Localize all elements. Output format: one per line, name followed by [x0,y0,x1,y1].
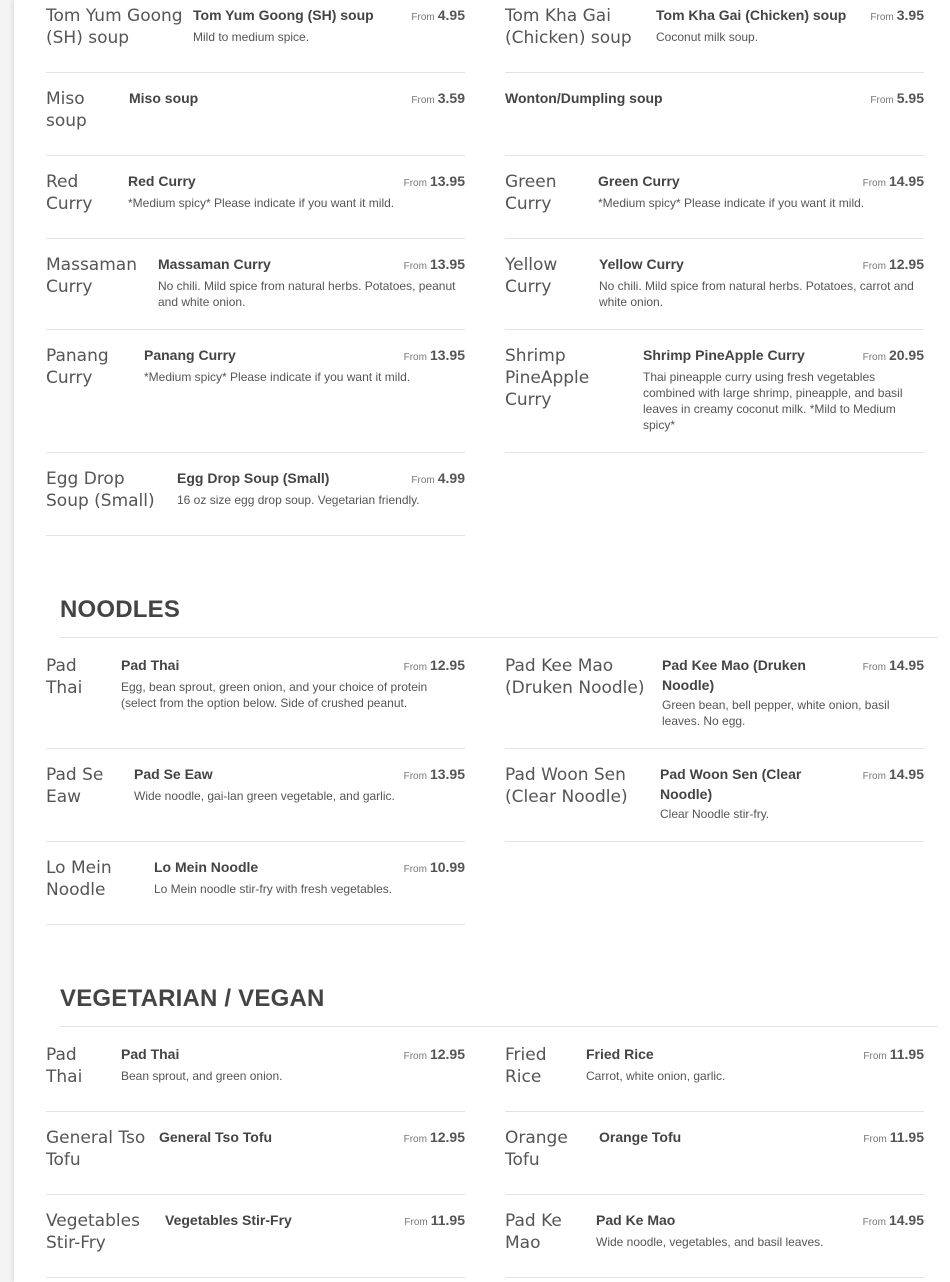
price-from-label: From [403,1134,427,1145]
price-amount: 11.95 [889,1129,924,1145]
section-title-vegetarian: VEGETARIAN / VEGAN [60,985,325,1012]
menu-item-wonton-dumpling-soup[interactable] [505,88,924,156]
menu-item-description: *Medium spicy* Please indicate if you want it mild. [128,196,395,210]
price-from-label: From [403,771,427,782]
menu-item-image[interactable]: General Tso Tofu [46,1128,146,1170]
price-from-label: From [863,1051,887,1062]
price-amount: 13.95 [429,347,465,363]
menu-item-red-curry[interactable] [46,171,465,239]
menu-item-fried-rice[interactable] [505,1044,924,1112]
menu-item-pad-ke-mao[interactable] [505,1210,924,1278]
menu-item-image[interactable]: Pad Woon Sen (Clear Noodle) [505,765,628,807]
menu-item-image[interactable]: Fried Rice [505,1045,547,1087]
menu-item-name[interactable]: Massaman Curry [158,256,271,272]
menu-item-name[interactable]: Red Curry [128,173,196,189]
menu-item-price [404,1210,465,1233]
price-from-label: From [403,352,427,363]
menu-item-pad-se-eaw[interactable] [46,764,465,842]
menu-item-description: *Medium spicy* Please indicate if you want it mild. [598,196,865,210]
menu-item-name[interactable]: Fried Rice [586,1046,654,1062]
menu-item-name[interactable]: Pad Thai [121,657,180,673]
menu-item-price [870,5,924,28]
menu-item-description: 16 oz size egg drop soup. Vegetarian friendly. [177,493,420,507]
section-divider-noodles [60,637,938,638]
price-amount: 5.95 [896,90,924,106]
menu-item-massaman-curry[interactable] [46,254,465,330]
menu-item-price [870,88,924,111]
menu-item-price [863,764,924,787]
menu-item-name[interactable]: Lo Mein Noodle [154,859,259,875]
price-from-label: From [862,178,886,189]
menu-item-name[interactable]: Pad Ke Mao [596,1212,676,1228]
menu-item-name[interactable]: Pad Woon Sen (Clear Noodle) [660,766,802,802]
menu-item-description: Green bean, bell pepper, white onion, basil leaves. No egg. [662,698,890,728]
price-amount: 14.95 [888,1212,924,1228]
menu-item-image[interactable]: Vegetables Stir-Fry [46,1211,140,1253]
menu-item-name[interactable]: Tom Kha Gai (Chicken) soup [656,7,847,23]
menu-item-price [411,88,465,111]
menu-item-price [404,345,465,368]
price-from-label: From [862,261,886,272]
menu-item-price [411,5,465,28]
menu-item-lo-mein-noodle[interactable] [46,857,465,925]
menu-item-name[interactable]: Shrimp PineApple Curry [643,347,805,363]
price-amount: 20.95 [888,347,924,363]
menu-item-image[interactable]: Tom Yum Goong (SH) soup [46,6,183,48]
menu-item-price [863,1044,924,1067]
menu-page [14,0,950,1282]
menu-item-description: Coconut milk soup. [656,30,759,44]
price-amount: 13.95 [429,256,465,272]
menu-item-green-curry[interactable] [505,171,924,239]
menu-item-description: Clear Noodle stir-fry. [660,807,770,821]
menu-item-panang-curry[interactable] [46,345,465,453]
price-from-label: From [870,95,894,106]
price-from-label: From [411,95,435,106]
menu-item-image[interactable]: Egg Drop Soup (Small) [46,469,155,511]
menu-item-miso-soup[interactable] [46,88,465,156]
menu-item-image[interactable]: Shrimp PineApple Curry [505,346,590,410]
menu-item-image[interactable]: Green Curry [505,172,557,214]
menu-item-name[interactable]: Pad Kee Mao (Druken Noodle) [662,657,806,693]
menu-item-description: Lo Mein noodle stir-fry with fresh vegetables. [154,882,393,896]
price-from-label: From [862,1217,886,1228]
menu-item-description: No chili. Mild spice from natural herbs. Potatoes, carrot and white onion. [599,279,914,309]
menu-item-general-tso-tofu[interactable] [46,1127,465,1195]
menu-item-name[interactable]: Vegetables Stir-Fry [165,1212,292,1228]
menu-item-image[interactable]: Pad Thai [46,1045,83,1087]
menu-item-price [863,1210,924,1233]
menu-item-description: Wide noodle, gai-lan green vegetable, and garlic. [134,789,395,803]
menu-item-image[interactable]: Pad Kee Mao (Druken Noodle) [505,656,645,698]
menu-item-name[interactable]: Tom Yum Goong (SH) soup [193,7,374,23]
price-from-label: From [403,261,427,272]
price-from-label: From [862,771,886,782]
menu-item-image[interactable]: Lo Mein Noodle [46,858,112,900]
menu-item-price [404,857,465,880]
price-from-label: From [403,178,427,189]
menu-item-description: Mild to medium spice. [193,30,310,44]
menu-item-tom-kha-gai-chicken-soup[interactable] [505,5,924,73]
price-amount: 12.95 [888,256,924,272]
menu-item-name[interactable]: Green Curry [598,173,680,189]
price-from-label: From [863,1134,887,1145]
price-amount: 3.59 [437,90,465,106]
price-from-label: From [870,12,894,23]
menu-item-image[interactable]: Miso soup [46,89,87,131]
menu-item-price [863,254,924,277]
price-from-label: From [862,352,886,363]
menu-item-price [863,1127,924,1150]
menu-item-price [411,468,465,491]
price-amount: 11.95 [430,1212,465,1228]
menu-item-egg-drop-soup-small[interactable] [46,468,465,536]
menu-item-tom-yum-goong-sh-soup[interactable] [46,5,465,73]
price-amount: 13.95 [429,766,465,782]
menu-item-name[interactable]: General Tso Tofu [159,1129,273,1145]
menu-item-image[interactable]: Pad Thai [46,656,83,698]
price-amount: 12.95 [429,1046,465,1062]
menu-item-image[interactable]: Massaman Curry [46,255,137,297]
price-from-label: From [403,662,427,673]
price-amount: 3.95 [896,7,924,23]
menu-item-description: No chili. Mild spice from natural herbs. Potatoes, peanut and white onion. [158,279,456,309]
menu-item-image[interactable]: Red Curry [46,172,93,214]
menu-item-yellow-curry[interactable] [505,254,924,330]
menu-item-name[interactable]: Pad Thai [121,1046,180,1062]
price-amount: 14.95 [888,173,924,189]
price-amount: 14.95 [888,766,924,782]
menu-item-description: *Medium spicy* Please indicate if you want it mild. [144,370,411,384]
menu-item-vegetables-stir-fry[interactable] [46,1210,465,1278]
price-amount: 13.95 [429,173,465,189]
menu-item-price [404,254,465,277]
menu-item-name[interactable]: Pad Se Eaw [134,766,213,782]
menu-item-price [404,764,465,787]
menu-item-description: Carrot, white onion, garlic. [586,1069,726,1083]
menu-item-image[interactable]: Pad Ke Mao [505,1211,562,1253]
price-from-label: From [403,864,427,875]
price-amount: 12.95 [429,1129,465,1145]
menu-item-price [404,655,465,678]
menu-item-pad-kee-mao-druken-noodle[interactable] [505,655,924,749]
menu-item-description: Wide noodle, vegetables, and basil leaves. [596,1235,824,1249]
menu-item-image[interactable]: Panang Curry [46,346,109,388]
menu-item-price [404,171,465,194]
menu-item-pad-woon-sen-clear-noodle[interactable] [505,764,924,842]
price-from-label: From [862,662,886,673]
menu-item-pad-thai[interactable] [46,1044,465,1112]
menu-item-name[interactable]: Orange Tofu [599,1129,682,1145]
price-from-label: From [404,1217,428,1228]
section-divider-vegetarian [60,1026,938,1027]
section-title-noodles: NOODLES [60,596,181,623]
menu-item-pad-thai[interactable] [46,655,465,749]
menu-item-description: Egg, bean sprout, green onion, and your choice of protein (select from the option below. Side of crushed peanut. [121,680,428,710]
menu-item-price [863,171,924,194]
menu-item-image[interactable]: Pad Se Eaw [46,765,104,807]
price-from-label: From [411,12,435,23]
menu-item-image[interactable]: Tom Kha Gai (Chicken) soup [505,6,632,48]
menu-item-name[interactable]: Yellow Curry [599,256,684,272]
price-from-label: From [403,1051,427,1062]
menu-item-price [863,345,924,368]
menu-item-orange-tofu[interactable] [505,1127,924,1195]
menu-item-name[interactable]: Miso soup [129,90,199,106]
menu-item-description: Thai pineapple curry using fresh vegetables combined with large shrimp, pineapple, and basil leaves in creamy coconut milk. *Mild to Medium spicy* [643,370,903,432]
menu-item-price [404,1044,465,1067]
price-from-label: From [411,475,435,486]
menu-item-name[interactable]: Egg Drop Soup (Small) [177,470,330,486]
price-amount: 11.95 [889,1046,924,1062]
menu-item-description: Bean sprout, and green onion. [121,1069,283,1083]
price-amount: 4.99 [437,470,465,486]
menu-item-price [404,1127,465,1150]
menu-item-image[interactable]: Orange Tofu [505,1128,568,1170]
price-amount: 4.95 [437,7,465,23]
price-amount: 12.95 [429,657,465,673]
menu-item-name[interactable]: Panang Curry [144,347,236,363]
price-amount: 14.95 [888,657,924,673]
menu-item-name[interactable]: Wonton/Dumpling soup [505,90,663,106]
menu-item-image[interactable]: Yellow Curry [505,255,558,297]
price-amount: 10.99 [429,859,465,875]
menu-item-shrimp-pineapple-curry[interactable] [505,345,924,453]
menu-item-price [863,655,924,678]
